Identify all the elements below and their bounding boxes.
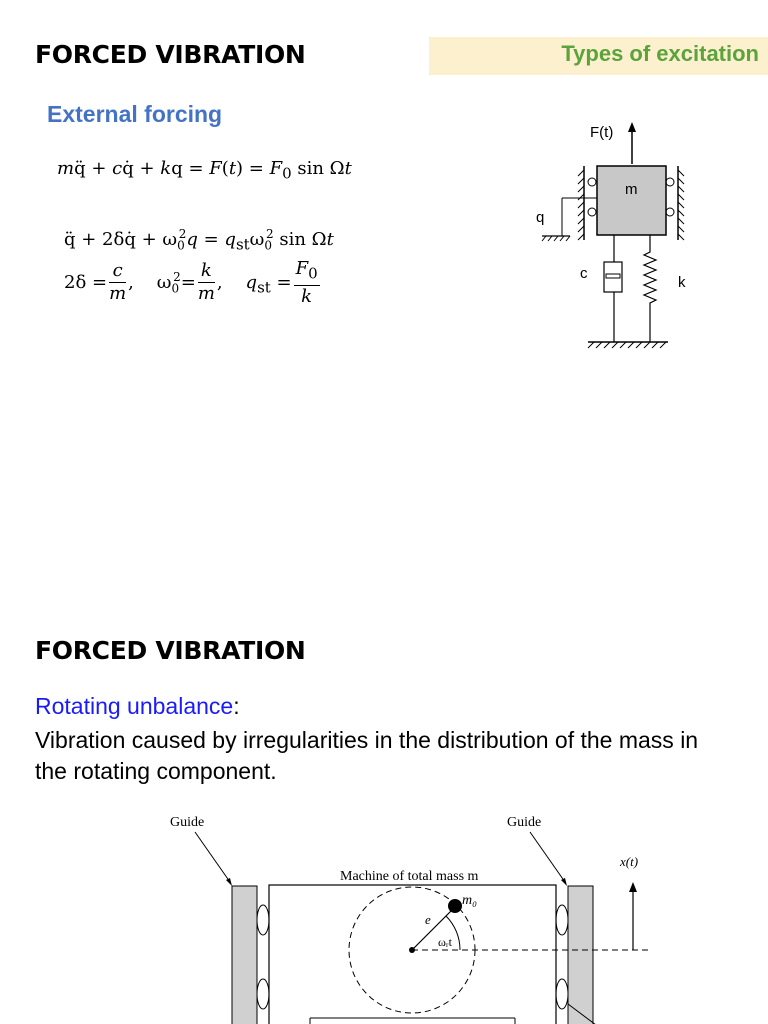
force-label: F(t) <box>590 124 614 141</box>
left-guide-label: Guide <box>170 815 205 830</box>
lead-colon: : <box>233 693 240 719</box>
excitation-types-tag: Types of excitation <box>429 37 768 75</box>
displacement-label: x(t) <box>620 854 639 869</box>
left-guide-arrowhead <box>226 878 232 886</box>
spring-mass-damper-diagram <box>528 112 708 362</box>
equation-of-motion: mq̈ + cq̇ + kq = $F(t) = F_0$ sin Ωt <box>57 158 352 183</box>
right-guide-label: Guide <box>507 815 542 830</box>
angle-label: ωᵣt <box>438 935 452 949</box>
roller-icon <box>666 208 674 216</box>
damper-piston <box>606 274 620 278</box>
description-paragraph: Vibration caused by irregularities in the distribution of the mass in the rotating component. <box>35 727 699 784</box>
slide-title: FORCED VIBRATION <box>35 636 306 665</box>
machine-label: Machine of total mass m <box>340 869 479 884</box>
ground-hatch <box>542 236 570 241</box>
slide-rotating-unbalance <box>0 512 768 1024</box>
force-arrowhead <box>628 122 636 132</box>
spring-coil <box>644 235 656 342</box>
normalized-equation: q̈ + 2δq̇ + $\omega_0^2q = q_{st}\omega_0^2$ sin Ωt <box>64 227 334 254</box>
roller-icon <box>556 905 568 935</box>
roller-icon <box>257 905 269 935</box>
left-guide <box>232 886 257 1024</box>
eccentricity-label: e <box>425 912 431 927</box>
unbalance-mass <box>448 899 462 913</box>
rotating-unbalance-link[interactable]: Rotating unbalance <box>35 693 234 719</box>
roller-icon <box>666 178 674 186</box>
mass-block <box>597 166 666 235</box>
mass-label: m <box>625 181 638 198</box>
parameter-definitions: 2δ = $\frac{c}{m}$ , $\omega_0^2=$ $\frac{k}{m}$ , $q_{st}$ = $\frac{F_0}{k}$ <box>64 258 318 307</box>
roller-icon <box>257 979 269 1009</box>
right-guide <box>568 886 593 1024</box>
base-ground-hatch <box>588 342 666 348</box>
machine-body <box>269 885 556 1024</box>
right-guide-arrowhead <box>561 878 567 886</box>
external-forcing-heading: External forcing <box>47 101 223 127</box>
roller-icon <box>556 979 568 1009</box>
rotating-unbalance-lead <box>35 693 240 720</box>
spring-label: k <box>678 274 686 291</box>
displacement-arrowhead <box>629 882 637 892</box>
rotating-unbalance-figure <box>160 808 680 1024</box>
right-guide-pointer <box>530 832 565 882</box>
roller-icon <box>588 208 596 216</box>
damper-label: c <box>580 265 588 282</box>
roller-icon <box>588 178 596 186</box>
left-wall-hatch <box>578 170 584 240</box>
slide-title: FORCED VIBRATION <box>35 40 306 69</box>
unbalance-mass-label: m₀ <box>462 893 477 908</box>
displacement-label: q <box>536 209 545 226</box>
right-wall-hatch <box>678 170 684 240</box>
left-guide-pointer <box>195 832 230 882</box>
